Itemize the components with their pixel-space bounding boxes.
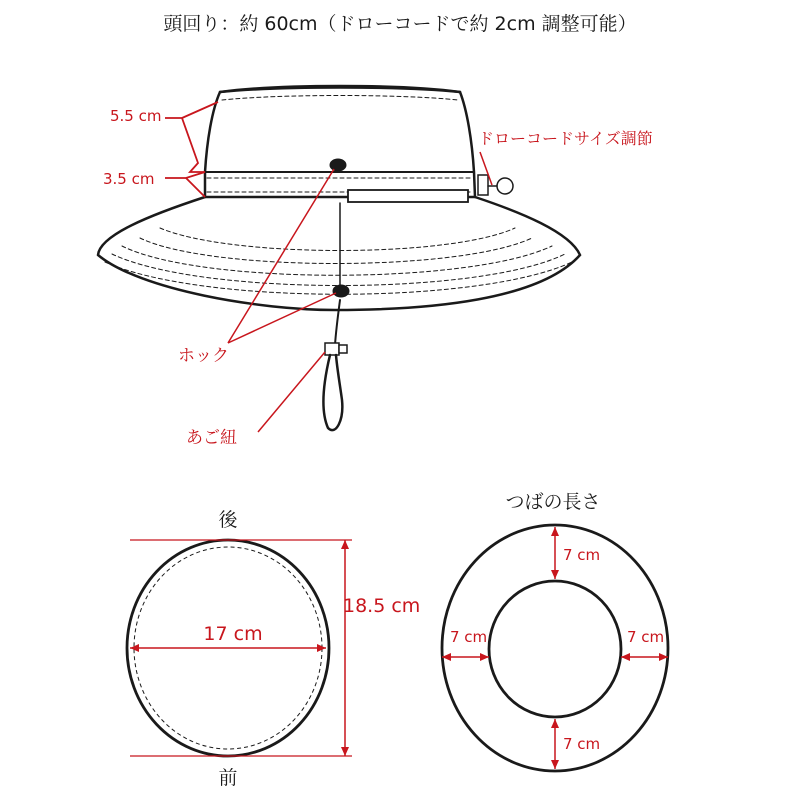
hook-snap-brim [333,285,349,297]
head-opening-view [127,509,420,789]
drawcord-label: ドローコードサイズ調節 [478,129,653,148]
opening-depth-label: 18.5 cm [343,595,421,617]
front-label: 前 [218,767,238,789]
brim-inner [489,581,621,717]
hook-snap-top [330,159,346,171]
back-label: 後 [218,509,238,531]
hat-crown [205,88,475,198]
opening-width-label: 17 cm [203,623,263,645]
hook-label: ホック [178,346,229,366]
crown-height-label: 5.5 cm [110,107,162,125]
brim-bottom-length: 7 cm [563,735,601,753]
brim-top-length: 7 cm [563,546,601,564]
chin-strap-label: あご紐 [186,428,237,448]
page-title: 頭回り：約 60cm（ドローコードで約 2cm 調整可能） [163,13,637,35]
chin-strap-leader [258,352,325,432]
drawcord-toggle [478,175,488,195]
brim-view-title: つばの長さ [505,491,601,513]
brim-length-view [442,491,668,771]
band-height-label: 3.5 cm [103,170,155,188]
brim-right-length: 7 cm [627,628,665,646]
brim-left-length: 7 cm [450,628,488,646]
